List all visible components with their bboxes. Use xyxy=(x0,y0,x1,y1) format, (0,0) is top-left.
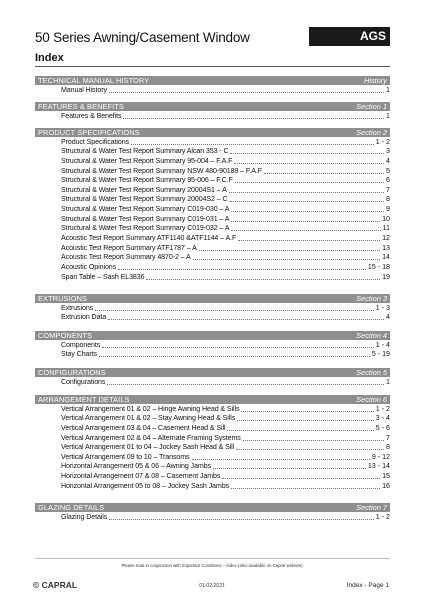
dot-leader xyxy=(213,468,366,469)
index-entry[interactable] xyxy=(35,303,390,313)
entry-title: Stay Charts xyxy=(61,350,97,359)
section-title: COMPONENTS xyxy=(38,331,92,340)
entry-title: Horizontal Arrangement 05 to 08 – Jockey Sash Jambs xyxy=(61,481,230,490)
dot-leader xyxy=(237,420,374,421)
entry-title: Product Specifications xyxy=(61,137,129,146)
dot-leader xyxy=(231,211,384,212)
index-entry[interactable] xyxy=(35,423,390,433)
entry-title: Structural & Water Test Report Summary C019-032 – A xyxy=(61,224,230,233)
entry-title: Vertical Arrangement 03 & 04 – Casement Head & Sill xyxy=(61,423,226,432)
entry-page-number: 1 - 2 xyxy=(375,512,390,521)
index-entry[interactable] xyxy=(35,195,390,205)
index-entry[interactable] xyxy=(35,243,390,253)
entry-page-number: 13 xyxy=(382,243,390,252)
section-label: History xyxy=(364,76,387,85)
section-label: Section 2 xyxy=(356,128,387,137)
entry-title: Vertical Arrangement 09 to 10 – Transoms xyxy=(61,452,190,461)
dot-leader xyxy=(231,488,380,489)
entry-title: Manual History xyxy=(61,85,107,94)
entry-title: Structural & Water Test Report Summary C019-030 – A xyxy=(61,205,230,214)
entry-page-number: 1 xyxy=(386,85,390,94)
dot-leader xyxy=(227,430,373,431)
entry-page-number: 6 xyxy=(386,176,390,185)
entry-title: Acoustic Opinions xyxy=(61,262,117,271)
entry-title: Extrusion Data xyxy=(61,313,107,322)
entry-page-number: 15 - 18 xyxy=(367,262,390,271)
entry-page-number: 3 xyxy=(386,147,390,156)
index-entry[interactable] xyxy=(35,156,390,166)
section-header xyxy=(35,368,390,377)
index-entry[interactable] xyxy=(35,414,390,424)
index-section xyxy=(35,368,390,387)
entry-title: Acoustic Test Report Summary 4870-2 – A xyxy=(61,253,191,262)
dot-leader xyxy=(131,144,374,145)
section-title: FEATURES & BENEFITS xyxy=(38,102,124,111)
dot-leader xyxy=(109,92,384,93)
entry-title: Vertical Arrangement 01 & 02 – Hinge Awning Head & Sills xyxy=(61,404,240,413)
ags-logo: AGS xyxy=(309,27,390,46)
dot-leader xyxy=(264,173,384,174)
entry-page-number: 5 xyxy=(386,166,390,175)
index-entry[interactable] xyxy=(35,313,390,323)
index-entry[interactable] xyxy=(35,350,390,360)
entry-page-number: 12 xyxy=(382,234,390,243)
index-entry[interactable] xyxy=(35,166,390,176)
footer-divider xyxy=(35,558,390,559)
page-subtitle: Index xyxy=(35,52,64,64)
entry-page-number: 19 xyxy=(382,272,390,281)
entry-page-number: 1 - 2 xyxy=(375,137,390,146)
entry-title: Acoustic Test Report Summary ATF1140 &ATF1144 – A.F xyxy=(61,234,237,243)
dot-leader xyxy=(241,411,373,412)
dot-leader xyxy=(236,449,384,450)
section-label: Section 1 xyxy=(356,102,387,111)
index-entry[interactable] xyxy=(35,512,390,522)
section-label: Section 5 xyxy=(356,368,387,377)
entry-title: Structural & Water Test Report Summary 95-006 – F.C.F xyxy=(61,176,233,185)
index-section xyxy=(35,395,390,491)
section-header xyxy=(35,102,390,111)
entry-page-number: 7 xyxy=(386,185,390,194)
index-section xyxy=(35,503,390,522)
index-entry[interactable] xyxy=(35,481,390,491)
entry-page-number: 13 - 14 xyxy=(367,462,390,471)
index-entry[interactable] xyxy=(35,176,390,186)
dot-leader xyxy=(95,310,374,311)
entry-title: Configurations xyxy=(61,377,106,386)
index-entry[interactable] xyxy=(35,433,390,443)
dot-leader xyxy=(238,240,380,241)
section-title: PRODUCT SPECIFICATIONS xyxy=(38,128,140,137)
document-title: 50 Series Awning/Casement Window xyxy=(35,30,250,45)
dot-leader xyxy=(146,279,380,280)
dot-leader xyxy=(108,319,384,320)
section-title: CONFIGURATIONS xyxy=(38,368,106,377)
dot-leader xyxy=(123,118,384,119)
index-entry[interactable] xyxy=(35,214,390,224)
index-section xyxy=(35,128,390,282)
index-entry[interactable] xyxy=(35,377,390,387)
index-entry[interactable] xyxy=(35,137,390,147)
index-entry[interactable] xyxy=(35,185,390,195)
index-entry[interactable] xyxy=(35,471,390,481)
entry-page-number: 8 xyxy=(386,195,390,204)
entry-page-number: 4 xyxy=(386,156,390,165)
dot-leader xyxy=(118,269,366,270)
entry-title: Span Table – Sash EL3836 xyxy=(61,272,145,281)
dot-leader xyxy=(102,347,374,348)
section-title: TECHNICAL MANUAL HISTORY xyxy=(38,76,150,85)
entry-title: Structural & Water Test Report Summary 20004S2 – C xyxy=(61,195,228,204)
footer-date: 01-02-2021 xyxy=(199,583,225,589)
section-header xyxy=(35,76,390,85)
entry-page-number: 14 xyxy=(382,253,390,262)
entry-page-number: 8 xyxy=(386,443,390,452)
entry-page-number: 9 - 12 xyxy=(371,452,390,461)
dot-leader xyxy=(235,182,384,183)
entry-title: Structural & Water Test Report Summary C019-031 – A xyxy=(61,214,230,223)
index-entry[interactable] xyxy=(35,147,390,157)
index-section xyxy=(35,331,390,359)
section-header xyxy=(35,331,390,340)
footer-note: Please read in conjunction with Important Conditions – Index (also available on Capral website) xyxy=(121,563,303,568)
dot-leader xyxy=(199,250,380,251)
dot-leader xyxy=(192,459,370,460)
index-entry[interactable] xyxy=(35,85,390,95)
index-entry[interactable] xyxy=(35,443,390,453)
entry-title: Extrusions xyxy=(61,303,94,312)
section-header xyxy=(35,128,390,137)
index-entry[interactable] xyxy=(35,224,390,234)
section-header xyxy=(35,395,390,404)
entry-page-number: 1 - 4 xyxy=(375,340,390,349)
dot-leader xyxy=(193,259,380,260)
index-entry[interactable] xyxy=(35,272,390,282)
entry-page-number: 5 - 19 xyxy=(371,350,390,359)
section-title: EXTRUSIONS xyxy=(38,294,88,303)
entry-title: Glazing Details xyxy=(61,512,108,521)
index-section xyxy=(35,76,390,95)
index-entry[interactable] xyxy=(35,340,390,350)
section-label: Section 3 xyxy=(356,294,387,303)
dot-leader xyxy=(222,478,380,479)
footer-page-ref: Index - Page 1 xyxy=(346,582,389,589)
section-label: Section 4 xyxy=(356,331,387,340)
dot-leader xyxy=(229,192,384,193)
index-entry[interactable] xyxy=(35,452,390,462)
entry-title: Structural & Water Test Report Summary 95-004 – F.A.F xyxy=(61,156,233,165)
section-title: GLAZING DETAILS xyxy=(38,503,105,512)
entry-page-number: 5 - 6 xyxy=(375,423,390,432)
section-label: Section 7 xyxy=(356,503,387,512)
entry-title: Horizontal Arrangement 07 & 08 – Casement Jambs xyxy=(61,472,221,481)
index-entry[interactable] xyxy=(35,404,390,414)
entry-title: Horizontal Arrangement 05 & 06 – Awning Jambs xyxy=(61,462,211,471)
entry-page-number: 1 - 2 xyxy=(375,404,390,413)
entry-page-number: 10 xyxy=(382,214,390,223)
entry-page-number: 4 xyxy=(386,313,390,322)
dot-leader xyxy=(99,356,370,357)
entry-page-number: 9 xyxy=(386,205,390,214)
entry-page-number: 15 xyxy=(382,472,390,481)
dot-leader xyxy=(234,163,384,164)
entry-page-number: 3 - 4 xyxy=(375,414,390,423)
entry-page-number: 1 xyxy=(386,111,390,120)
entry-title: Structural & Water Test Report Summary Alcan 353 - C xyxy=(61,147,229,156)
section-title: ARRANGEMENT DETAILS xyxy=(38,395,130,404)
dot-leader xyxy=(107,384,384,385)
entry-page-number: 11 xyxy=(382,224,390,233)
capral-logo: © CAPRAL xyxy=(33,580,78,590)
section-header xyxy=(35,503,390,512)
index-entry[interactable] xyxy=(35,253,390,263)
dot-leader xyxy=(230,153,384,154)
dot-leader xyxy=(243,440,384,441)
entry-title: Acoustic Test Report Summary ATF1787 – A xyxy=(61,243,197,252)
index-entry[interactable] xyxy=(35,462,390,472)
index-entry[interactable] xyxy=(35,204,390,214)
entry-title: Structural & Water Test Report Summary 20004S1 – A xyxy=(61,185,227,194)
entry-page-number: 1 xyxy=(386,377,390,386)
header-divider xyxy=(35,66,390,67)
index-entry[interactable] xyxy=(35,262,390,272)
entry-title: Vertical Arrangement 01 to 04 – Jockey Sash Head & Sill xyxy=(61,443,235,452)
entry-title: Structural & Water Test Report Summary NSW 480-90189 – F.A.F xyxy=(61,166,262,175)
index-entry[interactable] xyxy=(35,111,390,121)
index-section xyxy=(35,102,390,121)
dot-leader xyxy=(230,201,385,202)
dot-leader xyxy=(231,230,380,231)
entry-title: Features & Benefits xyxy=(61,111,122,120)
entry-title: Vertical Arrangement 01 & 02 – Stay Awning Head & Sills xyxy=(61,414,236,423)
dot-leader xyxy=(109,519,374,520)
entry-page-number: 7 xyxy=(386,433,390,442)
dot-leader xyxy=(231,221,380,222)
index-section xyxy=(35,294,390,322)
section-label: Section 6 xyxy=(356,395,387,404)
entry-title: Vertical Arrangement 02 & 04 – Alternate Framing Systems xyxy=(61,433,241,442)
entry-title: Components xyxy=(61,340,101,349)
index-entry[interactable] xyxy=(35,233,390,243)
entry-page-number: 16 xyxy=(382,481,390,490)
entry-page-number: 1 - 3 xyxy=(375,303,390,312)
section-header xyxy=(35,294,390,303)
